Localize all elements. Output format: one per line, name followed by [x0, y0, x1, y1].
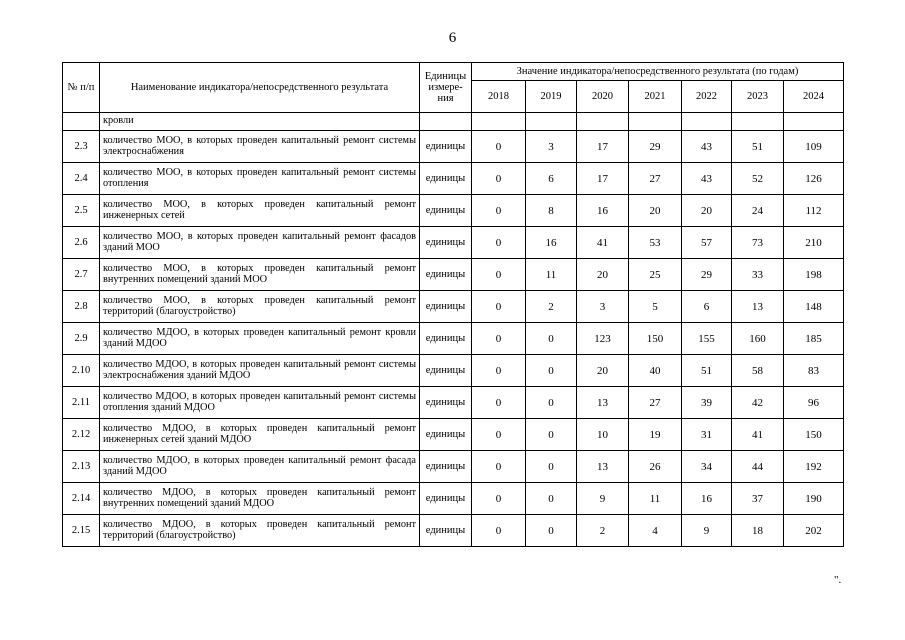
cell-value: 0: [526, 515, 577, 547]
cell-value: 51: [682, 355, 732, 387]
cell-value: 3: [577, 291, 629, 323]
cell-value: 96: [784, 387, 844, 419]
cell-value: 11: [629, 483, 682, 515]
cell-value: 0: [472, 483, 526, 515]
cell-value: 0: [472, 131, 526, 163]
cell-value: 17: [577, 163, 629, 195]
table-row: [63, 419, 844, 451]
table-row: [63, 515, 844, 547]
cell-value: 0: [472, 195, 526, 227]
cell-number: 2.12: [63, 419, 100, 451]
cell-number: 2.9: [63, 323, 100, 355]
cell-unit: единицы: [420, 227, 472, 259]
cell-value: 0: [472, 451, 526, 483]
cell-value: 4: [629, 515, 682, 547]
cell-value: 0: [526, 355, 577, 387]
cell-value: [682, 113, 732, 131]
cell-unit: единицы: [420, 515, 472, 547]
cell-value: 40: [629, 355, 682, 387]
cell-value: 29: [629, 131, 682, 163]
cell-name: количество МДОО, в которых проведен капитальный ремонт фасада зданий МДОО: [100, 451, 420, 483]
cell-value: 43: [682, 131, 732, 163]
table-row: [63, 323, 844, 355]
cell-number: 2.8: [63, 291, 100, 323]
cell-value: 150: [784, 419, 844, 451]
cell-name: количество МДОО, в которых проведен капитальный ремонт кровли зданий МДОО: [100, 323, 420, 355]
col-header-number: № п/п: [63, 63, 100, 113]
cell-value: 148: [784, 291, 844, 323]
cell-name: количество МДОО, в которых проведен капитальный ремонт внутренних помещений зданий МДОО: [100, 483, 420, 515]
cell-value: 6: [682, 291, 732, 323]
table-header-row: [63, 63, 844, 81]
cell-value: 150: [629, 323, 682, 355]
cell-value: 20: [577, 259, 629, 291]
cell-value: 83: [784, 355, 844, 387]
cell-value: 13: [577, 451, 629, 483]
cell-value: 16: [526, 227, 577, 259]
cell-name: количество МОО, в которых проведен капитальный ремонт инженерных сетей: [100, 195, 420, 227]
cell-value: 73: [732, 227, 784, 259]
cell-unit: единицы: [420, 131, 472, 163]
cell-unit: единицы: [420, 163, 472, 195]
cell-value: 31: [682, 419, 732, 451]
cell-value: 17: [577, 131, 629, 163]
table-row: [63, 483, 844, 515]
cell-value: 16: [682, 483, 732, 515]
cell-number: 2.14: [63, 483, 100, 515]
cell-value: 51: [732, 131, 784, 163]
cell-unit: единицы: [420, 323, 472, 355]
cell-value: 192: [784, 451, 844, 483]
col-header-year: 2018: [472, 81, 526, 113]
cell-value: 109: [784, 131, 844, 163]
cell-value: 6: [526, 163, 577, 195]
table-row: [63, 163, 844, 195]
cell-value: 2: [526, 291, 577, 323]
indicator-table: [62, 62, 844, 547]
cell-value: 43: [682, 163, 732, 195]
cell-value: 20: [629, 195, 682, 227]
cell-value: 39: [682, 387, 732, 419]
cell-name: количество МОО, в которых проведен капитальный ремонт системы электроснабжения: [100, 131, 420, 163]
cell-value: 126: [784, 163, 844, 195]
cell-value: 13: [732, 291, 784, 323]
cell-value: [784, 113, 844, 131]
cell-value: 27: [629, 163, 682, 195]
cell-value: 210: [784, 227, 844, 259]
cell-name: количество МОО, в которых проведен капитальный ремонт территорий (благоустройство): [100, 291, 420, 323]
table-row: [63, 131, 844, 163]
closing-quote-mark: ".: [834, 574, 842, 586]
cell-number: 2.6: [63, 227, 100, 259]
cell-value: 58: [732, 355, 784, 387]
cell-value: 11: [526, 259, 577, 291]
cell-value: 25: [629, 259, 682, 291]
cell-number: 2.5: [63, 195, 100, 227]
cell-value: [577, 113, 629, 131]
cell-value: 24: [732, 195, 784, 227]
cell-value: 0: [526, 419, 577, 451]
cell-name: количество МДОО, в которых проведен капитальный ремонт территорий (благоустройство): [100, 515, 420, 547]
page-number: 6: [448, 30, 457, 46]
cell-value: 0: [472, 387, 526, 419]
cell-value: 0: [472, 323, 526, 355]
cell-number: 2.11: [63, 387, 100, 419]
cell-name: количество МОО, в которых проведен капитальный ремонт внутренних помещений зданий МОО: [100, 259, 420, 291]
table-row: [63, 451, 844, 483]
cell-value: 53: [629, 227, 682, 259]
cell-name: количество МДОО, в которых проведен капитальный ремонт системы электроснабжения зданий МДОО: [100, 355, 420, 387]
col-header-year: 2023: [732, 81, 784, 113]
cell-value: 16: [577, 195, 629, 227]
cell-value: 52: [732, 163, 784, 195]
cell-value: 9: [577, 483, 629, 515]
cell-value: 0: [472, 227, 526, 259]
col-header-year: 2024: [784, 81, 844, 113]
cell-value: 0: [472, 419, 526, 451]
cell-value: [732, 113, 784, 131]
cell-value: 0: [472, 515, 526, 547]
table-row-continuation: [63, 113, 844, 131]
cell-value: 0: [526, 483, 577, 515]
cell-name: количество МОО, в которых проведен капитальный ремонт фасадов зданий МОО: [100, 227, 420, 259]
cell-value: 0: [472, 259, 526, 291]
cell-unit: единицы: [420, 419, 472, 451]
cell-number: [63, 113, 100, 131]
cell-unit: единицы: [420, 355, 472, 387]
cell-unit: единицы: [420, 259, 472, 291]
cell-name: количество МДОО, в которых проведен капитальный ремонт инженерных сетей зданий МДОО: [100, 419, 420, 451]
cell-number: 2.7: [63, 259, 100, 291]
cell-value: 155: [682, 323, 732, 355]
cell-unit: [420, 113, 472, 131]
cell-unit: единицы: [420, 387, 472, 419]
table-row: [63, 387, 844, 419]
cell-number: 2.15: [63, 515, 100, 547]
cell-value: 26: [629, 451, 682, 483]
cell-value: [526, 113, 577, 131]
cell-unit: единицы: [420, 195, 472, 227]
cell-unit: единицы: [420, 451, 472, 483]
cell-value: 13: [577, 387, 629, 419]
table-row: [63, 259, 844, 291]
cell-value: 202: [784, 515, 844, 547]
table-body: [63, 113, 844, 547]
cell-value: 0: [526, 323, 577, 355]
cell-value: 198: [784, 259, 844, 291]
cell-value: 3: [526, 131, 577, 163]
col-header-year: 2021: [629, 81, 682, 113]
cell-name: кровли: [100, 113, 420, 131]
col-header-name: Наименование индикатора/непосредственного результата: [100, 63, 420, 113]
table-row: [63, 291, 844, 323]
table-row: [63, 227, 844, 259]
cell-value: 112: [784, 195, 844, 227]
col-header-year: 2020: [577, 81, 629, 113]
table-row: [63, 355, 844, 387]
cell-value: 27: [629, 387, 682, 419]
cell-unit: единицы: [420, 291, 472, 323]
cell-value: 19: [629, 419, 682, 451]
cell-value: 10: [577, 419, 629, 451]
cell-value: 9: [682, 515, 732, 547]
cell-value: 5: [629, 291, 682, 323]
cell-value: [472, 113, 526, 131]
cell-number: 2.10: [63, 355, 100, 387]
col-header-year: 2022: [682, 81, 732, 113]
col-header-values: Значение индикатора/непосредственного результата (по годам): [472, 63, 844, 81]
cell-number: 2.3: [63, 131, 100, 163]
cell-value: 160: [732, 323, 784, 355]
cell-name: количество МДОО, в которых проведен капитальный ремонт системы отопления зданий МДОО: [100, 387, 420, 419]
cell-value: 0: [526, 387, 577, 419]
cell-value: 0: [472, 291, 526, 323]
cell-value: [629, 113, 682, 131]
cell-value: 41: [732, 419, 784, 451]
table-row: [63, 195, 844, 227]
cell-number: 2.4: [63, 163, 100, 195]
cell-value: 2: [577, 515, 629, 547]
cell-value: 29: [682, 259, 732, 291]
cell-value: 41: [577, 227, 629, 259]
cell-value: 123: [577, 323, 629, 355]
cell-value: 20: [577, 355, 629, 387]
cell-value: 0: [526, 451, 577, 483]
cell-value: 18: [732, 515, 784, 547]
col-header-unit: Единицы измере-ния: [420, 63, 472, 113]
cell-value: 0: [472, 163, 526, 195]
cell-number: 2.13: [63, 451, 100, 483]
cell-unit: единицы: [420, 483, 472, 515]
cell-value: 33: [732, 259, 784, 291]
cell-value: 0: [472, 355, 526, 387]
cell-value: 185: [784, 323, 844, 355]
cell-value: 34: [682, 451, 732, 483]
cell-value: 57: [682, 227, 732, 259]
cell-value: 37: [732, 483, 784, 515]
cell-value: 42: [732, 387, 784, 419]
cell-value: 190: [784, 483, 844, 515]
cell-name: количество МОО, в которых проведен капитальный ремонт системы отопления: [100, 163, 420, 195]
cell-value: 20: [682, 195, 732, 227]
cell-value: 44: [732, 451, 784, 483]
cell-value: 8: [526, 195, 577, 227]
col-header-year: 2019: [526, 81, 577, 113]
